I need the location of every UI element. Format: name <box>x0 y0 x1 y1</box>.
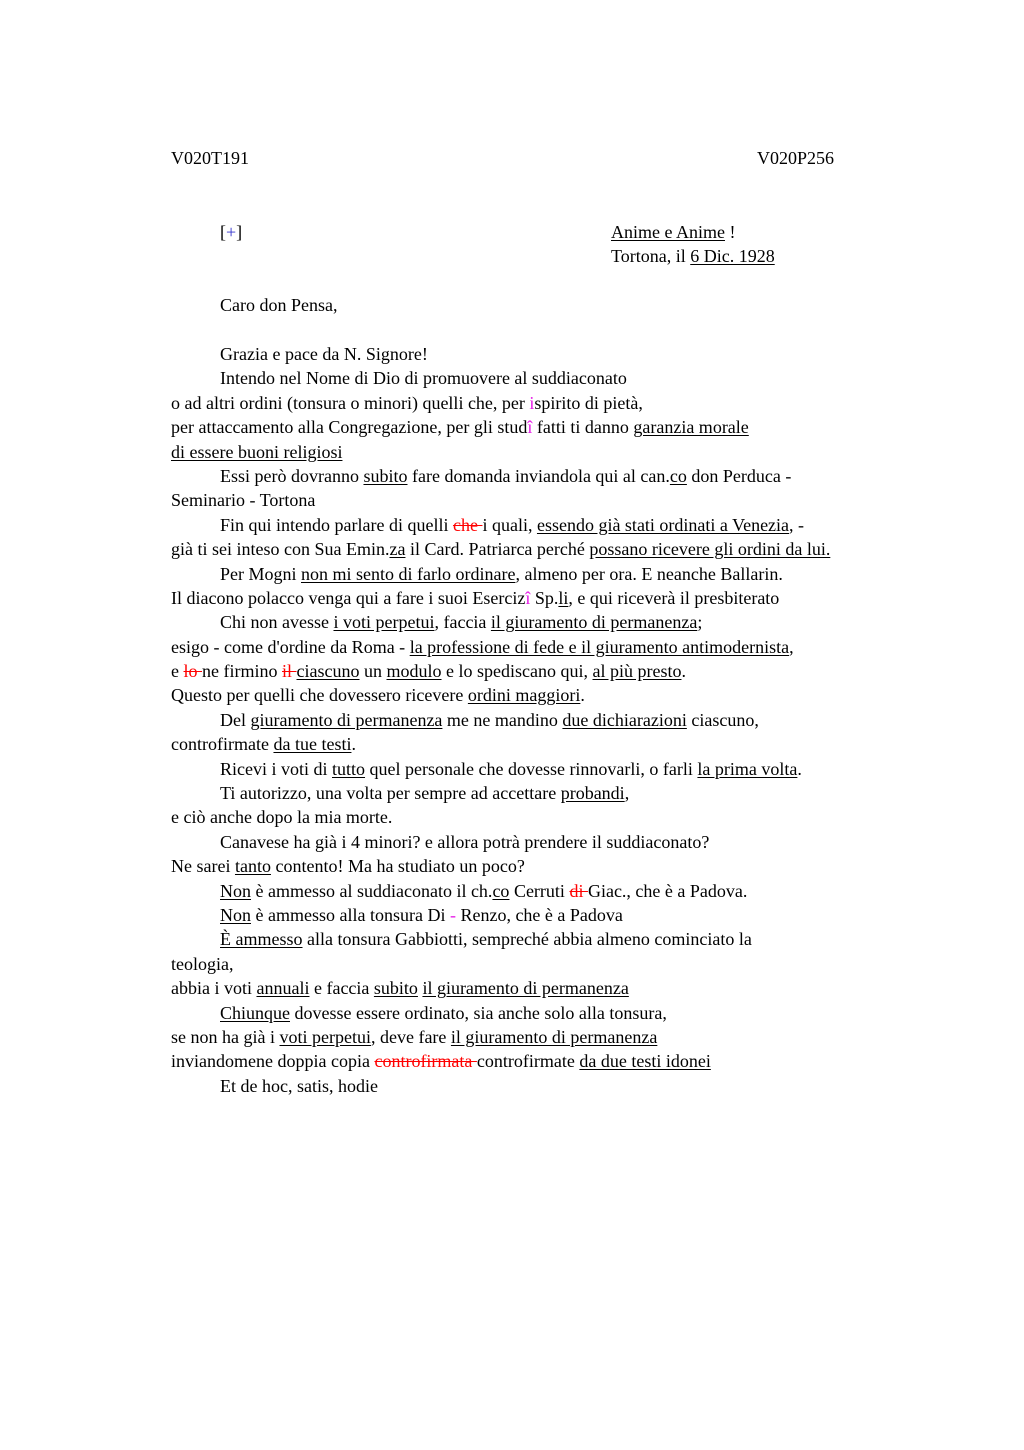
text-run: se non ha già i <box>171 1026 280 1047</box>
deleted-text: di <box>569 880 588 901</box>
text-line <box>171 952 941 976</box>
editorial-mark: î <box>525 587 531 608</box>
underlined-text: da due testi idonei <box>579 1051 711 1072</box>
text-run: contento! Ma ha studiato un poco? <box>270 856 525 877</box>
editorial-mark: - <box>449 904 456 925</box>
text-run: quel personale che dovesse rinnovarli, o farli <box>365 758 698 779</box>
text-run: controfirmate <box>476 1051 580 1072</box>
text-line <box>171 610 941 634</box>
text-run: Fin qui intendo parlare di quelli <box>220 514 453 535</box>
text-run: , deve fare <box>370 1026 451 1047</box>
text-line <box>171 562 941 586</box>
text-line <box>171 415 941 439</box>
cross-icon: + <box>226 222 237 242</box>
underlined-text: za <box>389 539 406 560</box>
text-run: Giac., che è a Padova. <box>587 880 748 901</box>
text-run: Canavese ha già i 4 minori? e allora potrà prendere il suddiaconato? <box>220 831 710 852</box>
text-run: Essi però dovranno <box>220 465 364 486</box>
underlined-text: i voti perpetui <box>333 612 435 633</box>
underlined-text: co <box>492 880 510 901</box>
text-run: è ammesso al suddiaconato il ch. <box>251 880 493 901</box>
deleted-text: che <box>452 514 483 535</box>
text-run: controfirmate <box>171 734 274 755</box>
salutation: Caro don Pensa, <box>220 295 338 315</box>
text-run: Grazia e pace da N. Signore! <box>220 344 428 364</box>
text-run: o ad altri ordini (tonsura o minori) quelli che, per <box>171 392 530 413</box>
underlined-text: non mi sento di farlo ordinare <box>301 563 516 584</box>
text-line <box>171 440 941 464</box>
text-line <box>171 830 941 854</box>
text-run: per attaccamento alla Congregazione, per gli stud <box>171 417 528 438</box>
text-line <box>171 927 941 951</box>
text-run: dovesse essere ordinato, sia anche solo alla tonsura, <box>290 1002 667 1023</box>
text-run: esigo - come d'ordine da Roma - <box>171 636 410 657</box>
text-run: Chi non avesse <box>220 612 334 633</box>
text-run: e ciò anche dopo la mia morte. <box>171 807 393 828</box>
underlined-text: subito <box>373 978 418 999</box>
text-line <box>171 879 941 903</box>
underlined-text: da tue testi <box>273 734 352 755</box>
text-run: Ne sarei <box>171 856 235 877</box>
text-run: ; <box>697 612 703 633</box>
underlined-text: tanto <box>234 856 271 877</box>
underlined-text: tutto <box>332 758 366 779</box>
text-run: Intendo nel Nome di Dio di promuovere al suddiaconato <box>220 368 627 389</box>
text-line <box>171 683 941 707</box>
text-run: teologia, <box>171 953 234 974</box>
text-line <box>171 488 941 512</box>
cross-mark <box>220 220 242 244</box>
text-run: e lo spediscano qui, <box>441 661 593 682</box>
text-line <box>171 586 941 610</box>
text-run: me ne mandino <box>442 709 563 730</box>
text-run: abbia i voti <box>171 978 257 999</box>
text-run: inviandomene doppia copia <box>171 1051 375 1072</box>
text-run: già ti sei inteso con Sua Emin. <box>171 539 390 560</box>
underlined-text: ciascuno <box>296 661 360 682</box>
text-run: Ricevi i voti di <box>220 758 332 779</box>
underlined-text: la prima volta <box>697 758 798 779</box>
text-line <box>171 854 941 878</box>
underlined-text: È ammesso <box>220 929 303 950</box>
text-line <box>171 513 941 537</box>
text-line <box>171 903 941 927</box>
underlined-text: probandi <box>560 783 625 804</box>
text-run: e faccia <box>309 978 374 999</box>
bracket-open: [ <box>220 222 226 242</box>
text-run: . <box>351 734 356 755</box>
text-line <box>171 1025 941 1049</box>
underlined-text: Chiunque <box>220 1002 290 1023</box>
text-line <box>171 342 941 366</box>
text-run: Il diacono polacco venga qui a fare i suoi Eserciz <box>171 587 526 608</box>
text-run: , almeno per ora. E neanche Ballarin. <box>515 563 783 584</box>
text-line <box>171 976 941 1000</box>
dateline <box>611 244 775 268</box>
text-run: , - <box>789 514 805 535</box>
underlined-text: il giuramento di permanenza <box>490 612 698 633</box>
text-run: , e qui riceverà il presbiterato <box>568 587 780 608</box>
text-run: i quali, <box>482 514 537 535</box>
underlined-text: annuali <box>256 978 310 999</box>
motto-end: ! <box>724 222 736 242</box>
text-run: fare domanda inviandola qui al can. <box>407 465 670 486</box>
underlined-text: Non <box>220 880 251 901</box>
text-run: il Card. Patriarca perché <box>405 539 590 560</box>
text-run: Del <box>220 709 251 730</box>
text-run: Ti autorizzo, una volta per sempre ad accettare <box>220 783 561 804</box>
text-run: Et de hoc, satis, hodie <box>220 1075 378 1096</box>
text-line <box>171 805 941 829</box>
motto <box>611 220 735 244</box>
date: 6 Dic. 1928 <box>690 246 775 266</box>
text-run: . <box>797 758 802 779</box>
text-run: ciascuno, <box>686 709 759 730</box>
underlined-text: la professione di fede e il giuramento antimodernista <box>409 636 790 657</box>
underlined-text: di essere buoni religiosi <box>171 441 343 462</box>
text-run: e <box>171 661 184 682</box>
text-line <box>171 366 941 390</box>
text-run: Seminario - Tortona <box>171 490 316 511</box>
underlined-text: voti perpetui <box>279 1026 371 1047</box>
text-run: ne firmino <box>202 661 282 682</box>
underlined-text: al più presto <box>592 661 682 682</box>
underlined-text: li <box>558 587 569 608</box>
text-run: spirito di pietà, <box>534 392 643 413</box>
text-run: , <box>624 783 630 804</box>
deleted-text: il <box>282 661 297 682</box>
text-line <box>171 659 941 683</box>
underlined-text: il giuramento di permanenza <box>450 1026 658 1047</box>
text-line <box>171 781 941 805</box>
text-run: Renzo, che è a Padova <box>455 904 623 925</box>
deleted-text: lo <box>183 661 203 682</box>
underlined-text: possano ricevere gli ordini da lui. <box>589 539 831 560</box>
text-line <box>171 708 941 732</box>
text-line <box>171 391 941 415</box>
text-run: Questo per quelli che dovessero ricevere <box>171 685 468 706</box>
text-line <box>171 537 941 561</box>
underlined-text: subito <box>363 465 408 486</box>
text-run: è ammesso alla tonsura Di <box>251 904 450 925</box>
underlined-text: essendo già stati ordinati a Venezia <box>536 514 790 535</box>
text-run: . <box>580 685 585 706</box>
text-run: , faccia <box>434 612 491 633</box>
letter-body <box>171 342 941 1098</box>
underlined-text: il giuramento di permanenza <box>422 978 629 999</box>
text-run: don Perduca - <box>686 465 792 486</box>
text-line <box>171 732 941 756</box>
text-line <box>171 635 941 659</box>
deleted-text: controfirmata <box>374 1051 477 1072</box>
text-run: un <box>359 661 387 682</box>
document-code-right: V020P256 <box>757 148 835 168</box>
text-line <box>171 1001 941 1025</box>
bracket-close: ] <box>236 222 243 242</box>
text-line <box>171 1074 941 1098</box>
text-run: Per Mogni <box>220 563 301 584</box>
place: Tortona, il <box>611 246 691 266</box>
underlined-text: Non <box>220 904 251 925</box>
underlined-text: due dichiarazioni <box>562 709 687 730</box>
text-run: , <box>789 636 794 657</box>
underlined-text: giuramento di permanenza <box>250 709 443 730</box>
text-run: Sp. <box>530 587 559 608</box>
text-run: Cerruti <box>509 880 570 901</box>
motto-text: Anime e Anime <box>611 222 725 242</box>
underlined-text: garanzia morale <box>633 417 749 438</box>
text-run: fatti ti danno <box>532 417 634 438</box>
text-run: alla tonsura Gabbiotti, sempreché abbia almeno cominciato la <box>302 929 752 950</box>
editorial-mark: i <box>529 392 535 413</box>
text-line <box>171 1049 941 1073</box>
text-line <box>171 464 941 488</box>
document-code-left: V020T191 <box>171 148 249 168</box>
underlined-text: modulo <box>386 661 442 682</box>
text-run: . <box>681 661 686 682</box>
text-line <box>171 757 941 781</box>
underlined-text: co <box>669 465 687 486</box>
underlined-text: ordini maggiori <box>467 685 581 706</box>
editorial-mark: î <box>527 417 533 438</box>
